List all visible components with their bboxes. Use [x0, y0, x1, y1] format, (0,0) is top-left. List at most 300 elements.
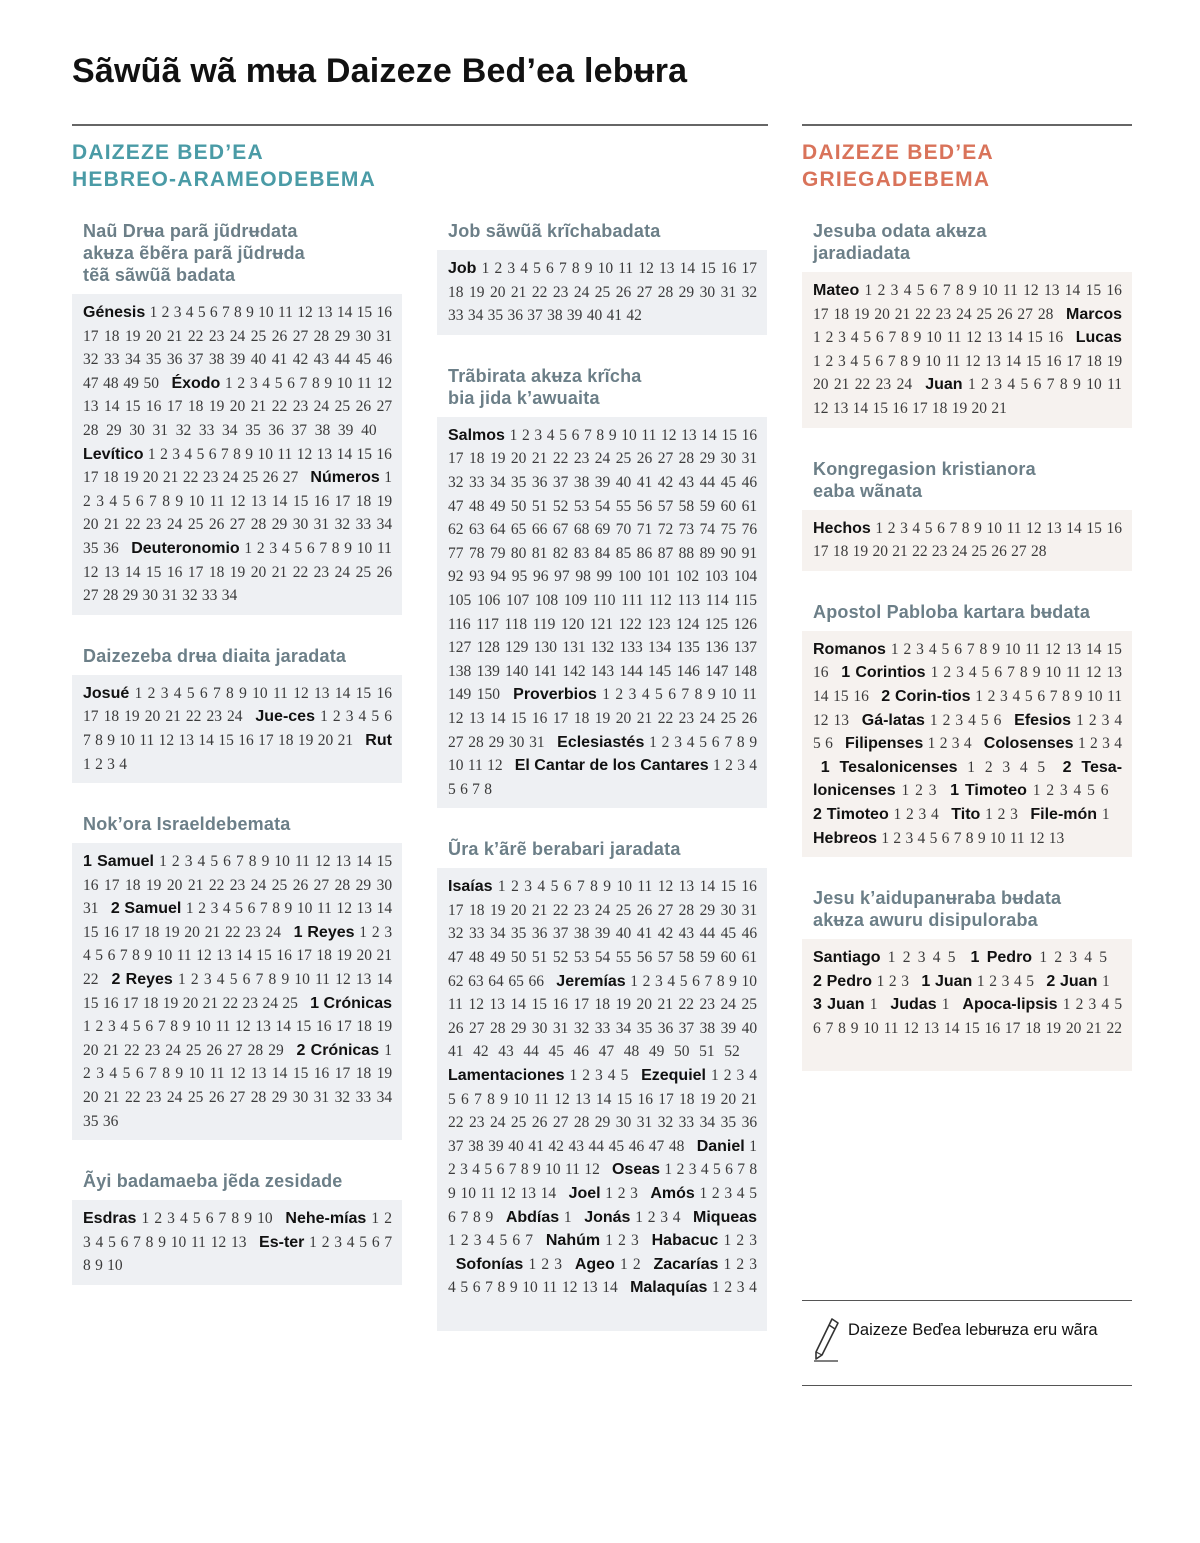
- chapter-link[interactable]: 10: [513, 1090, 529, 1108]
- chapter-link[interactable]: 2: [888, 972, 897, 990]
- chapter-link[interactable]: 36: [741, 1114, 758, 1132]
- chapter-link[interactable]: 50: [143, 374, 160, 392]
- chapter-link[interactable]: 4: [281, 539, 290, 557]
- chapter-link[interactable]: 6: [247, 900, 256, 918]
- chapter-link[interactable]: 3: [838, 329, 846, 347]
- chapter-link[interactable]: 38: [699, 1019, 716, 1037]
- chapter-link[interactable]: 21: [894, 305, 911, 323]
- chapter-link[interactable]: 34: [615, 1019, 632, 1037]
- chapter-link[interactable]: 10: [448, 757, 464, 775]
- chapter-link[interactable]: 99: [596, 568, 613, 586]
- book-filipenses[interactable]: Filipenses: [844, 735, 924, 753]
- chapter-link[interactable]: 1: [619, 1255, 628, 1273]
- chapter-link[interactable]: 2: [161, 304, 170, 321]
- chapter-link[interactable]: 17: [83, 327, 99, 345]
- chapter-link[interactable]: 34: [467, 307, 484, 325]
- book-nehemias[interactable]: Nehe-mías: [285, 1210, 367, 1228]
- chapter-link[interactable]: 19: [376, 1065, 393, 1083]
- chapter-link[interactable]: 61: [741, 497, 758, 515]
- chapter-link[interactable]: 85: [615, 544, 632, 562]
- chapter-link[interactable]: 21: [165, 708, 181, 726]
- chapter-link[interactable]: 13: [985, 352, 1001, 370]
- chapter-link[interactable]: 13: [317, 304, 333, 321]
- chapter-link[interactable]: 1: [528, 1255, 537, 1273]
- chapter-link[interactable]: 10: [460, 1185, 476, 1202]
- chapter-link[interactable]: 45: [548, 1043, 564, 1061]
- chapter-link[interactable]: 104: [733, 568, 758, 586]
- chapter-link[interactable]: 18: [448, 283, 464, 301]
- chapter-link[interactable]: 48: [468, 497, 485, 515]
- chapter-link[interactable]: 5: [1099, 949, 1108, 967]
- chapter-link[interactable]: 33: [594, 1019, 611, 1037]
- chapter-link[interactable]: 4: [185, 304, 194, 321]
- chapter-link[interactable]: 13: [520, 1185, 536, 1202]
- chapter-link[interactable]: 43: [498, 1043, 514, 1061]
- chapter-link[interactable]: 40: [250, 351, 267, 369]
- chapter-link[interactable]: 4: [173, 684, 182, 702]
- chapter-link[interactable]: 16: [637, 1090, 653, 1108]
- chapter-link[interactable]: 45: [720, 473, 737, 491]
- chapter-link[interactable]: 3: [203, 971, 212, 989]
- chapter-link[interactable]: 14: [236, 947, 252, 965]
- book-josue[interactable]: Josué: [83, 684, 130, 702]
- chapter-link[interactable]: 24: [166, 516, 183, 534]
- chapter-link[interactable]: 13: [658, 260, 675, 277]
- chapter-link[interactable]: 5: [460, 1279, 469, 1297]
- chapter-link[interactable]: 20: [636, 996, 652, 1014]
- book-exodo[interactable]: Éxodo: [171, 374, 221, 392]
- chapter-link[interactable]: 5: [749, 1185, 757, 1202]
- chapter-link[interactable]: 37: [448, 1137, 464, 1155]
- chapter-link[interactable]: 30: [355, 327, 372, 345]
- chapter-link[interactable]: 3: [460, 1161, 468, 1179]
- chapter-link[interactable]: 35: [487, 307, 504, 325]
- chapter-link[interactable]: 1: [712, 1279, 720, 1297]
- chapter-link[interactable]: 3: [660, 1208, 668, 1226]
- chapter-link[interactable]: 9: [969, 282, 977, 299]
- chapter-link[interactable]: 27: [1011, 543, 1027, 561]
- chapter-link[interactable]: 5: [122, 492, 131, 510]
- chapter-link[interactable]: 2: [906, 805, 914, 823]
- book-2-samuel[interactable]: 2 Samuel: [110, 900, 182, 918]
- chapter-link[interactable]: 30: [376, 876, 393, 894]
- chapter-link[interactable]: 2: [448, 1161, 456, 1179]
- chapter-link[interactable]: 44: [523, 1043, 539, 1061]
- chapter-link[interactable]: 7: [474, 1090, 482, 1108]
- chapter-link[interactable]: 36: [102, 1112, 119, 1130]
- chapter-link[interactable]: 15: [376, 853, 393, 871]
- chapter-link[interactable]: 4: [912, 519, 921, 537]
- chapter-link[interactable]: 11: [272, 684, 288, 702]
- chapter-link[interactable]: 13: [216, 947, 232, 965]
- chapter-link[interactable]: 29: [678, 283, 695, 301]
- chapter-link[interactable]: 13: [255, 1018, 271, 1036]
- chapter-link[interactable]: 62: [448, 521, 464, 539]
- chapter-link[interactable]: 15: [356, 304, 373, 321]
- chapter-link[interactable]: 55: [615, 949, 632, 967]
- chapter-link[interactable]: 23: [552, 283, 569, 301]
- chapter-link[interactable]: 12: [235, 1018, 251, 1036]
- chapter-link[interactable]: 20: [229, 398, 246, 416]
- chapter-link[interactable]: 8: [955, 282, 964, 299]
- chapter-link[interactable]: 14: [540, 1185, 557, 1202]
- chapter-link[interactable]: 17: [83, 708, 99, 726]
- chapter-link[interactable]: 56: [636, 497, 653, 515]
- chapter-link[interactable]: 11: [1009, 829, 1025, 847]
- chapter-link[interactable]: 6: [1033, 376, 1042, 394]
- chapter-link[interactable]: 2: [190, 971, 199, 989]
- chapter-link[interactable]: 38: [468, 1137, 484, 1155]
- chapter-link[interactable]: 3: [384, 923, 393, 941]
- book-abdias[interactable]: Abdías: [505, 1208, 560, 1226]
- chapter-link[interactable]: 33: [468, 925, 485, 943]
- chapter-link[interactable]: 48: [468, 949, 485, 967]
- chapter-link[interactable]: 18: [187, 398, 204, 416]
- chapter-link[interactable]: 45: [355, 351, 372, 369]
- book-mateo[interactable]: Mateo: [813, 282, 860, 299]
- chapter-link[interactable]: 12: [293, 684, 309, 702]
- chapter-link[interactable]: 4: [346, 1233, 355, 1251]
- chapter-link[interactable]: 5: [980, 711, 989, 729]
- chapter-link[interactable]: 1: [723, 1255, 732, 1273]
- chapter-link[interactable]: 7: [737, 1161, 746, 1179]
- chapter-link[interactable]: 13: [489, 996, 505, 1014]
- chapter-link[interactable]: 42: [548, 1137, 564, 1155]
- chapter-link[interactable]: 7: [157, 1018, 166, 1036]
- chapter-link[interactable]: 11: [215, 1018, 231, 1036]
- chapter-link[interactable]: 19: [124, 327, 141, 345]
- chapter-link[interactable]: 12: [296, 445, 313, 463]
- chapter-link[interactable]: 27: [83, 587, 99, 605]
- chapter-link[interactable]: 10: [274, 853, 290, 871]
- chapter-link[interactable]: 35: [145, 351, 162, 369]
- chapter-link[interactable]: 3: [890, 282, 899, 299]
- chapter-link[interactable]: 19: [615, 996, 631, 1014]
- chapter-link[interactable]: 22: [657, 709, 674, 727]
- chapter-link[interactable]: 58: [678, 949, 695, 967]
- chapter-link[interactable]: 25: [510, 1114, 527, 1132]
- chapter-link[interactable]: 52: [552, 497, 569, 515]
- chapter-link[interactable]: 23: [573, 450, 590, 468]
- chapter-link[interactable]: 8: [226, 684, 234, 702]
- chapter-link[interactable]: 60: [720, 497, 737, 515]
- chapter-link[interactable]: 14: [1086, 640, 1102, 658]
- chapter-link[interactable]: 1: [159, 853, 167, 871]
- chapter-link[interactable]: 3: [1002, 758, 1011, 776]
- chapter-link[interactable]: 2: [256, 539, 265, 557]
- chapter-link[interactable]: 11: [467, 757, 483, 775]
- chapter-link[interactable]: 3: [1059, 782, 1068, 800]
- chapter-link[interactable]: 25: [250, 327, 267, 345]
- chapter-link[interactable]: 4: [537, 878, 546, 896]
- chapter-link[interactable]: 9: [175, 492, 184, 510]
- chapter-link[interactable]: 32: [448, 473, 464, 491]
- book-efesios[interactable]: Efesios: [1014, 711, 1072, 729]
- chapter-link[interactable]: 57: [657, 949, 674, 967]
- chapter-link[interactable]: 7: [966, 640, 975, 658]
- chapter-link[interactable]: 73: [678, 521, 695, 539]
- chapter-link[interactable]: 12: [813, 399, 829, 417]
- chapter-link[interactable]: 12: [500, 1185, 516, 1202]
- chapter-link[interactable]: 10: [721, 686, 737, 704]
- chapter-link[interactable]: 22: [124, 1041, 140, 1059]
- chapter-link[interactable]: 8: [749, 1161, 758, 1179]
- chapter-link[interactable]: 47: [448, 497, 464, 515]
- chapter-link[interactable]: 24: [334, 563, 351, 581]
- chapter-link[interactable]: 145: [648, 662, 672, 680]
- chapter-link[interactable]: 132: [590, 639, 615, 657]
- chapter-link[interactable]: 1: [1101, 805, 1110, 823]
- chapter-link[interactable]: 9: [850, 1019, 859, 1037]
- book-juan[interactable]: Juan: [925, 376, 963, 394]
- chapter-link[interactable]: 41: [448, 1043, 464, 1061]
- chapter-link[interactable]: 57: [657, 497, 674, 515]
- chapter-link[interactable]: 48: [668, 1137, 685, 1155]
- chapter-link[interactable]: 3: [1000, 687, 1008, 705]
- chapter-link[interactable]: 31: [741, 450, 758, 468]
- chapter-link[interactable]: 9: [532, 1161, 541, 1179]
- chapter-link[interactable]: 8: [694, 686, 703, 704]
- chapter-link[interactable]: 33: [103, 351, 120, 369]
- chapter-link[interactable]: 29: [355, 876, 372, 894]
- chapter-link[interactable]: 18: [316, 947, 332, 965]
- chapter-link[interactable]: 62: [448, 972, 464, 990]
- chapter-link[interactable]: 17: [336, 1018, 352, 1036]
- chapter-link[interactable]: 90: [720, 544, 737, 562]
- chapter-link[interactable]: 19: [853, 305, 870, 323]
- chapter-link[interactable]: 5: [712, 1161, 721, 1179]
- chapter-link[interactable]: 17: [123, 923, 140, 941]
- chapter-link[interactable]: 40: [508, 1137, 524, 1155]
- chapter-link[interactable]: 91: [741, 544, 758, 562]
- chapter-link[interactable]: 9: [977, 829, 986, 847]
- chapter-link[interactable]: 9: [324, 374, 333, 392]
- chapter-link[interactable]: 50: [510, 497, 527, 515]
- chapter-link[interactable]: 6: [668, 686, 676, 704]
- chapter-link[interactable]: 4: [641, 686, 650, 704]
- chapter-link[interactable]: 2: [736, 1232, 745, 1250]
- chapter-link[interactable]: 8: [83, 1257, 91, 1275]
- chapter-link[interactable]: 2: [615, 686, 624, 704]
- chapter-link[interactable]: 47: [448, 949, 464, 967]
- chapter-link[interactable]: 24: [227, 708, 243, 726]
- chapter-link[interactable]: 18: [103, 327, 120, 345]
- chapter-link[interactable]: 1: [177, 971, 186, 989]
- chapter-link[interactable]: 44: [588, 1137, 605, 1155]
- chapter-link[interactable]: 64: [488, 972, 504, 990]
- chapter-link[interactable]: 4: [686, 733, 695, 751]
- chapter-link[interactable]: 17: [122, 994, 139, 1012]
- chapter-link[interactable]: 15: [1106, 640, 1122, 658]
- chapter-link[interactable]: 20: [510, 450, 527, 468]
- chapter-link[interactable]: 4: [1012, 687, 1021, 705]
- chapter-link[interactable]: 5: [274, 374, 283, 392]
- book-el-cantar-de-los-cantares[interactable]: El Cantar de los Cantares: [514, 757, 709, 775]
- chapter-link[interactable]: 31: [636, 1114, 653, 1132]
- chapter-link[interactable]: 10: [296, 900, 313, 918]
- chapter-link[interactable]: 34: [489, 473, 506, 491]
- chapter-link[interactable]: 24: [262, 994, 278, 1012]
- chapter-link[interactable]: 23: [875, 376, 892, 394]
- chapter-link[interactable]: 17: [448, 450, 464, 468]
- chapter-link[interactable]: 97: [554, 568, 570, 586]
- chapter-link[interactable]: 23: [145, 516, 162, 534]
- chapter-link[interactable]: 1: [901, 782, 910, 800]
- chapter-link[interactable]: 6: [107, 947, 116, 965]
- chapter-link[interactable]: 22: [292, 563, 309, 581]
- chapter-link[interactable]: 11: [209, 492, 225, 510]
- chapter-link[interactable]: 6: [993, 711, 1002, 729]
- chapter-link[interactable]: 16: [166, 563, 183, 581]
- chapter-link[interactable]: 26: [208, 516, 225, 534]
- chapter-link[interactable]: 24: [229, 327, 246, 345]
- chapter-link[interactable]: 26: [636, 450, 653, 468]
- chapter-link[interactable]: 22: [854, 376, 871, 394]
- chapter-link[interactable]: 24: [720, 996, 736, 1014]
- book-1-pedro[interactable]: 1 Pedro: [970, 949, 1033, 967]
- chapter-link[interactable]: 8: [596, 426, 605, 444]
- chapter-link[interactable]: 14: [334, 684, 351, 702]
- chapter-link[interactable]: 111: [621, 591, 644, 609]
- chapter-link[interactable]: 12: [965, 352, 981, 370]
- chapter-link[interactable]: 12: [903, 1019, 919, 1037]
- chapter-link[interactable]: 18: [1086, 352, 1102, 370]
- chapter-link[interactable]: 21: [636, 709, 653, 727]
- book-2-tesalonicenses[interactable]: 2 Tesa-lonicenses: [813, 758, 1123, 800]
- chapter-link[interactable]: 15: [295, 1018, 312, 1036]
- chapter-link[interactable]: 30: [292, 516, 309, 534]
- chapter-link[interactable]: 5: [186, 684, 195, 702]
- chapter-link[interactable]: 17: [334, 1065, 351, 1083]
- chapter-link[interactable]: 39: [337, 421, 354, 439]
- chapter-link[interactable]: 21: [187, 876, 204, 894]
- chapter-link[interactable]: 19: [164, 923, 180, 941]
- chapter-link[interactable]: 24: [956, 305, 972, 323]
- chapter-link[interactable]: 26: [355, 398, 372, 416]
- chapter-link[interactable]: 19: [376, 1018, 393, 1036]
- chapter-link[interactable]: 115: [734, 591, 757, 609]
- chapter-link[interactable]: 26: [636, 901, 653, 919]
- chapter-link[interactable]: 3: [630, 1185, 638, 1202]
- book-2-juan[interactable]: 2 Juan: [1046, 972, 1098, 990]
- chapter-link[interactable]: 4: [963, 735, 972, 753]
- chapter-link[interactable]: 1: [875, 519, 884, 537]
- chapter-link[interactable]: 67: [552, 521, 569, 539]
- chapter-link[interactable]: 46: [573, 1043, 590, 1061]
- chapter-link[interactable]: 1: [890, 640, 899, 658]
- book-1-corintios[interactable]: 1 Corintios: [841, 664, 926, 682]
- chapter-link[interactable]: 3: [655, 972, 663, 990]
- chapter-link[interactable]: 3: [249, 374, 258, 392]
- chapter-link[interactable]: 25: [355, 563, 372, 581]
- chapter-link[interactable]: 17: [258, 731, 274, 749]
- chapter-link[interactable]: 5: [132, 1018, 141, 1036]
- chapter-link[interactable]: 9: [603, 878, 612, 896]
- chapter-link[interactable]: 4: [83, 947, 91, 965]
- book-2-timoteo[interactable]: 2 Timoteo: [813, 805, 889, 823]
- chapter-link[interactable]: 24: [573, 283, 590, 301]
- chapter-link[interactable]: 9: [281, 971, 290, 989]
- chapter-link[interactable]: 2: [825, 329, 834, 347]
- chapter-link[interactable]: 39: [566, 307, 583, 325]
- chapter-link[interactable]: 16: [1047, 329, 1064, 347]
- chapter-link[interactable]: 10: [982, 282, 998, 299]
- chapter-link[interactable]: 14: [124, 563, 141, 581]
- chapter-link[interactable]: 14: [271, 492, 288, 510]
- chapter-link[interactable]: 24: [222, 469, 239, 487]
- chapter-link[interactable]: 1: [975, 687, 983, 705]
- chapter-link[interactable]: 6: [287, 374, 295, 392]
- chapter-link[interactable]: 4: [95, 1233, 104, 1251]
- chapter-link[interactable]: 17: [448, 901, 464, 919]
- chapter-link[interactable]: 1: [887, 949, 896, 967]
- book-hebreos[interactable]: Hebreos: [813, 829, 878, 847]
- chapter-link[interactable]: 12: [1026, 519, 1042, 537]
- chapter-link[interactable]: 7: [704, 972, 713, 990]
- chapter-link[interactable]: 2: [171, 853, 180, 871]
- chapter-link[interactable]: 23: [935, 305, 952, 323]
- chapter-link[interactable]: 26: [271, 327, 288, 345]
- chapter-link[interactable]: 14: [1064, 282, 1081, 299]
- chapter-link[interactable]: 8: [272, 900, 280, 918]
- book-jonas[interactable]: Jonás: [584, 1208, 631, 1226]
- chapter-link[interactable]: 23: [468, 1114, 485, 1132]
- chapter-link[interactable]: 32: [175, 421, 192, 439]
- chapter-link[interactable]: 9: [584, 260, 593, 277]
- chapter-link[interactable]: 27: [448, 733, 464, 751]
- chapter-link[interactable]: 5: [533, 260, 541, 277]
- chapter-link[interactable]: 11: [448, 996, 463, 1014]
- chapter-link[interactable]: 37: [187, 351, 204, 369]
- chapter-link[interactable]: 56: [636, 949, 653, 967]
- chapter-link[interactable]: 8: [901, 329, 909, 347]
- chapter-link[interactable]: 25: [741, 996, 757, 1014]
- chapter-link[interactable]: 40: [586, 307, 603, 325]
- chapter-link[interactable]: 6: [145, 1018, 154, 1036]
- chapter-link[interactable]: 28: [83, 421, 99, 439]
- chapter-link[interactable]: 9: [158, 1233, 166, 1251]
- chapter-link[interactable]: 8: [965, 829, 974, 847]
- chapter-link[interactable]: 2: [511, 878, 519, 896]
- chapter-link[interactable]: 52: [724, 1043, 740, 1061]
- chapter-link[interactable]: 30: [129, 421, 145, 439]
- chapter-link[interactable]: 146: [676, 662, 700, 680]
- chapter-link[interactable]: 27: [229, 516, 246, 534]
- chapter-link[interactable]: 1: [985, 805, 993, 823]
- chapter-link[interactable]: 10: [616, 878, 632, 896]
- chapter-link[interactable]: 122: [618, 615, 642, 633]
- chapter-link[interactable]: 13: [250, 492, 267, 510]
- chapter-link[interactable]: 5: [679, 972, 688, 990]
- chapter-link[interactable]: 27: [292, 327, 309, 345]
- chapter-link[interactable]: 18: [124, 876, 141, 894]
- chapter-link[interactable]: 3: [628, 686, 637, 704]
- chapter-link[interactable]: 3: [955, 711, 964, 729]
- chapter-link[interactable]: 3: [507, 260, 516, 277]
- chapter-link[interactable]: 3: [524, 878, 532, 896]
- chapter-link[interactable]: 5: [371, 708, 380, 726]
- chapter-link[interactable]: 3: [1101, 711, 1110, 729]
- chapter-link[interactable]: 12: [660, 426, 677, 444]
- chapter-link[interactable]: 28: [1030, 543, 1047, 561]
- chapter-link[interactable]: 15: [720, 878, 736, 896]
- book-tito[interactable]: Tito: [951, 805, 981, 823]
- chapter-link[interactable]: 3: [210, 900, 219, 918]
- chapter-link[interactable]: 2: [942, 711, 951, 729]
- chapter-link[interactable]: 51: [531, 497, 548, 515]
- chapter-link[interactable]: 4: [1019, 758, 1028, 776]
- chapter-link[interactable]: 13: [1065, 640, 1082, 658]
